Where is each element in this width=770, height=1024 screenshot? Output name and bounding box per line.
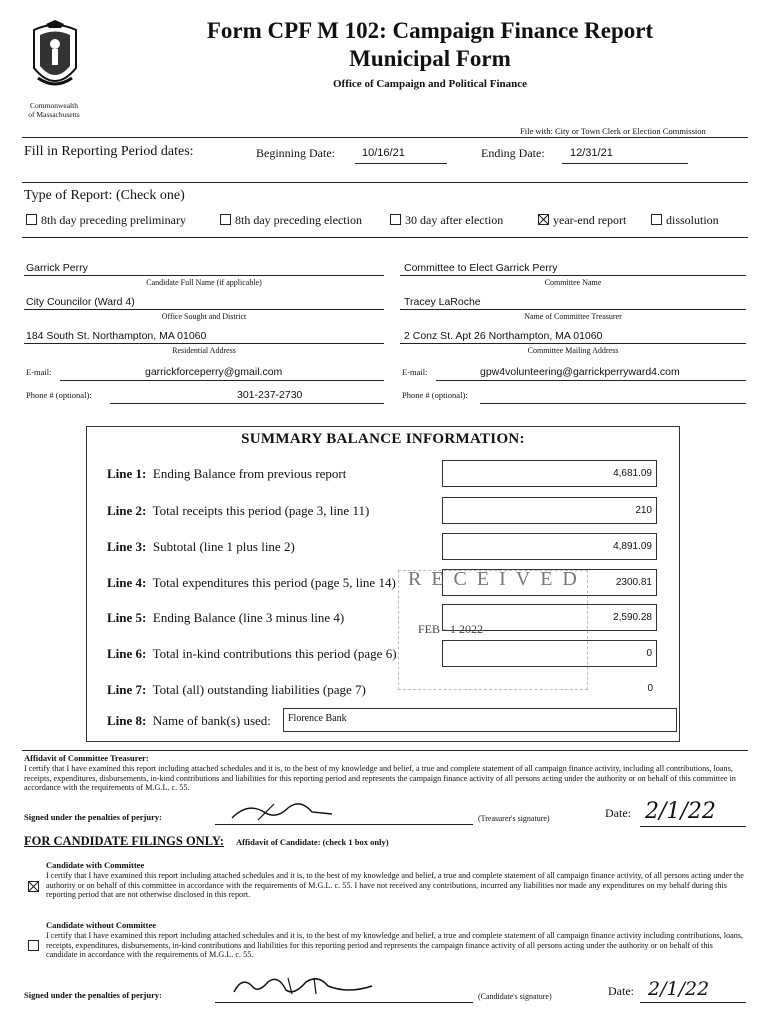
report-type-label: Type of Report: (Check one) bbox=[24, 188, 185, 203]
treasurer-affidavit-title: Affidavit of Committee Treasurer: bbox=[24, 753, 149, 763]
begin-date-label: Beginning Date: bbox=[256, 146, 335, 160]
candidate-email-label: E-mail: bbox=[26, 367, 52, 377]
candidate-signature[interactable] bbox=[228, 972, 378, 1005]
candidate-signed-label: Signed under the penalties of perjury: bbox=[24, 990, 162, 1000]
candidate-name-field[interactable]: Garrick Perry bbox=[26, 262, 88, 274]
summary-line-1-value[interactable]: 4,681.09 bbox=[442, 460, 657, 487]
residential-address-caption: Residential Address bbox=[172, 346, 236, 355]
committee-name-field[interactable]: Committee to Elect Garrick Perry bbox=[404, 262, 558, 274]
end-date-underline bbox=[562, 163, 688, 164]
divider bbox=[22, 182, 748, 183]
without-committee-title: Candidate without Committee bbox=[46, 920, 157, 930]
checkbox[interactable] bbox=[28, 940, 39, 951]
summary-line-5-label: Line 5: Ending Balance (line 3 minus line 4) bbox=[107, 610, 345, 625]
divider bbox=[22, 750, 748, 751]
bank-name-field[interactable]: Florence Bank bbox=[283, 708, 677, 732]
form-subtitle: Municipal Form bbox=[349, 46, 511, 71]
treasurer-date-label: Date: bbox=[605, 806, 631, 820]
report-type-option-30day[interactable]: 30 day after election bbox=[390, 213, 503, 228]
summary-title: SUMMARY BALANCE INFORMATION: bbox=[241, 431, 525, 447]
underline bbox=[480, 403, 746, 404]
summary-line-7-label: Line 7: Total (all) outstanding liabilities (page 7) bbox=[107, 682, 366, 697]
summary-line-1-label: Line 1: Ending Balance from previous report bbox=[107, 466, 347, 481]
committee-name-caption: Committee Name bbox=[544, 278, 602, 287]
committee-email-label: E-mail: bbox=[402, 367, 428, 377]
treasurer-signed-label: Signed under the penalties of perjury: bbox=[24, 812, 162, 822]
candidate-signature-caption: (Candidate's signature) bbox=[478, 992, 552, 1001]
residential-address-field[interactable]: 184 South St. Northampton, MA 01060 bbox=[26, 330, 207, 342]
summary-line-2-label: Line 2: Total receipts this period (page 3, line 11) bbox=[107, 503, 370, 518]
candidate-phone-field[interactable]: 301-237-2730 bbox=[237, 389, 303, 401]
candidate-phone-label: Phone # (optional): bbox=[26, 390, 92, 400]
summary-line-8-label: Line 8: Name of bank(s) used: bbox=[107, 713, 271, 728]
summary-line-4-label: Line 4: Total expenditures this period (page 5, line 14) bbox=[107, 575, 396, 590]
report-type-option-dissolution[interactable]: dissolution bbox=[651, 213, 719, 228]
checkbox-checked[interactable] bbox=[28, 881, 39, 892]
underline bbox=[24, 275, 384, 276]
treasurer-name-caption: Name of Committee Treasurer bbox=[524, 312, 622, 321]
office-sought-field[interactable]: City Councilor (Ward 4) bbox=[26, 296, 135, 308]
underline bbox=[24, 309, 384, 310]
received-stamp-date: FEB - 1 2022 bbox=[418, 622, 484, 636]
candidate-name-caption: Candidate Full Name (if applicable) bbox=[146, 278, 262, 287]
checkbox[interactable] bbox=[220, 214, 231, 225]
divider bbox=[22, 137, 748, 138]
report-type-option-year-end[interactable]: year-end report bbox=[538, 213, 626, 228]
report-type-option-preliminary[interactable]: 8th day preceding preliminary bbox=[26, 213, 186, 228]
without-committee-checkbox[interactable] bbox=[28, 937, 43, 955]
end-date-field[interactable]: 12/31/21 bbox=[570, 147, 613, 159]
summary-line-6-value[interactable]: 0 bbox=[442, 640, 657, 667]
underline bbox=[60, 380, 384, 381]
treasurer-date-field[interactable]: 2/1/22 bbox=[645, 799, 716, 824]
form-title: Form CPF M 102: Campaign Finance Report bbox=[206, 18, 654, 43]
end-date-label: Ending Date: bbox=[481, 146, 545, 160]
summary-line-6-label: Line 6: Total in-kind contributions this period (page 6) bbox=[107, 646, 397, 661]
file-with-note: File with: City or Town Clerk or Election Commission bbox=[520, 126, 706, 136]
candidate-date-field[interactable]: 2/1/22 bbox=[648, 978, 710, 1000]
checkbox[interactable] bbox=[390, 214, 401, 225]
underline bbox=[400, 309, 746, 310]
begin-date-field[interactable]: 10/16/21 bbox=[362, 147, 405, 159]
underline bbox=[436, 380, 746, 381]
underline bbox=[110, 403, 384, 404]
begin-date-underline bbox=[355, 163, 447, 164]
treasurer-signature-caption: (Treasurer's signature) bbox=[478, 814, 550, 823]
checkbox[interactable] bbox=[26, 214, 37, 225]
with-committee-checkbox[interactable] bbox=[28, 878, 43, 896]
report-type-option-election[interactable]: 8th day preceding election bbox=[220, 213, 362, 228]
summary-line-7-value[interactable]: 0 bbox=[647, 683, 653, 694]
summary-line-4-value[interactable]: 2300.81 bbox=[442, 569, 657, 596]
candidate-date-label: Date: bbox=[608, 984, 634, 998]
massachusetts-seal bbox=[26, 20, 84, 96]
summary-line-3-label: Line 3: Subtotal (line 1 plus line 2) bbox=[107, 539, 295, 554]
underline bbox=[400, 343, 746, 344]
committee-address-field[interactable]: 2 Conz St. Apt 26 Northampton, MA 01060 bbox=[404, 330, 603, 342]
treasurer-name-field[interactable]: Tracey LaRoche bbox=[404, 296, 481, 308]
summary-line-5-value[interactable]: 2,590.28 bbox=[442, 604, 657, 631]
office-sought-caption: Office Sought and District bbox=[161, 312, 247, 321]
committee-address-caption: Committee Mailing Address bbox=[527, 346, 619, 355]
underline bbox=[400, 275, 746, 276]
underline bbox=[215, 1002, 473, 1003]
underline bbox=[640, 826, 746, 827]
divider bbox=[22, 237, 748, 238]
seal-caption: Commonwealth of Massachusetts bbox=[28, 101, 80, 119]
committee-phone-label: Phone # (optional): bbox=[402, 390, 468, 400]
committee-email-field[interactable]: gpw4volunteering@garrickperryward4.com bbox=[480, 366, 680, 378]
without-committee-text: I certify that I have examined this report including attached schedules and it is, to the best of my knowledge and belief, a true and complete statement of all campaign finance activity including contributions, loans, receipts, expenditures, disbursements, in-kind contributions and liabilities for this reporting period and represents the campaign finance activity of all persons acting under the authority or on behalf of this candidate in accordance with the requirements of M.G.L. c. 55. bbox=[46, 931, 744, 959]
underline bbox=[640, 1002, 746, 1003]
with-committee-title: Candidate with Committee bbox=[46, 860, 145, 870]
checkbox[interactable] bbox=[651, 214, 662, 225]
summary-line-2-value[interactable]: 210 bbox=[442, 497, 657, 524]
checkbox-checked[interactable] bbox=[538, 214, 549, 225]
underline bbox=[24, 343, 384, 344]
underline bbox=[215, 824, 473, 825]
period-label: Fill in Reporting Period dates: bbox=[24, 144, 194, 159]
office-name: Office of Campaign and Political Finance bbox=[332, 78, 527, 90]
candidate-filings-title: FOR CANDIDATE FILINGS ONLY: bbox=[24, 834, 224, 848]
with-committee-text: I certify that I have examined this report including attached schedules and it is, to the best of my knowledge and belief, a true and complete statement of all campaign finance activity, of all persons acting under the authority or on behalf of this committee in accordance with the requirements of M.G.L. c. 55. I have not received any contributions, incurred any liabilities nor made any expenditures on my behalf during this reporting period that are not otherwise disclosed in this report. bbox=[46, 871, 744, 899]
candidate-affidavit-subtitle: Affidavit of Candidate: (check 1 box only) bbox=[236, 837, 389, 847]
received-stamp-text: RECEIVED bbox=[408, 568, 587, 590]
summary-line-3-value[interactable]: 4,891.09 bbox=[442, 533, 657, 560]
candidate-email-field[interactable]: garrickforceperry@gmail.com bbox=[145, 366, 283, 378]
treasurer-affidavit-text: I certify that I have examined this report including attached schedules and it is, to the best of my knowledge and belief, a true and complete statement of all campaign finance activity, including all contributions, loans, receipts, expenditures, disbursements, in-kind contributions and liabilities for this reporting period and represents the campaign finance activity of all persons acting under the authority or on behalf of this committee in accordance with the requirements of M.G.L. c. 55. bbox=[24, 764, 736, 792]
